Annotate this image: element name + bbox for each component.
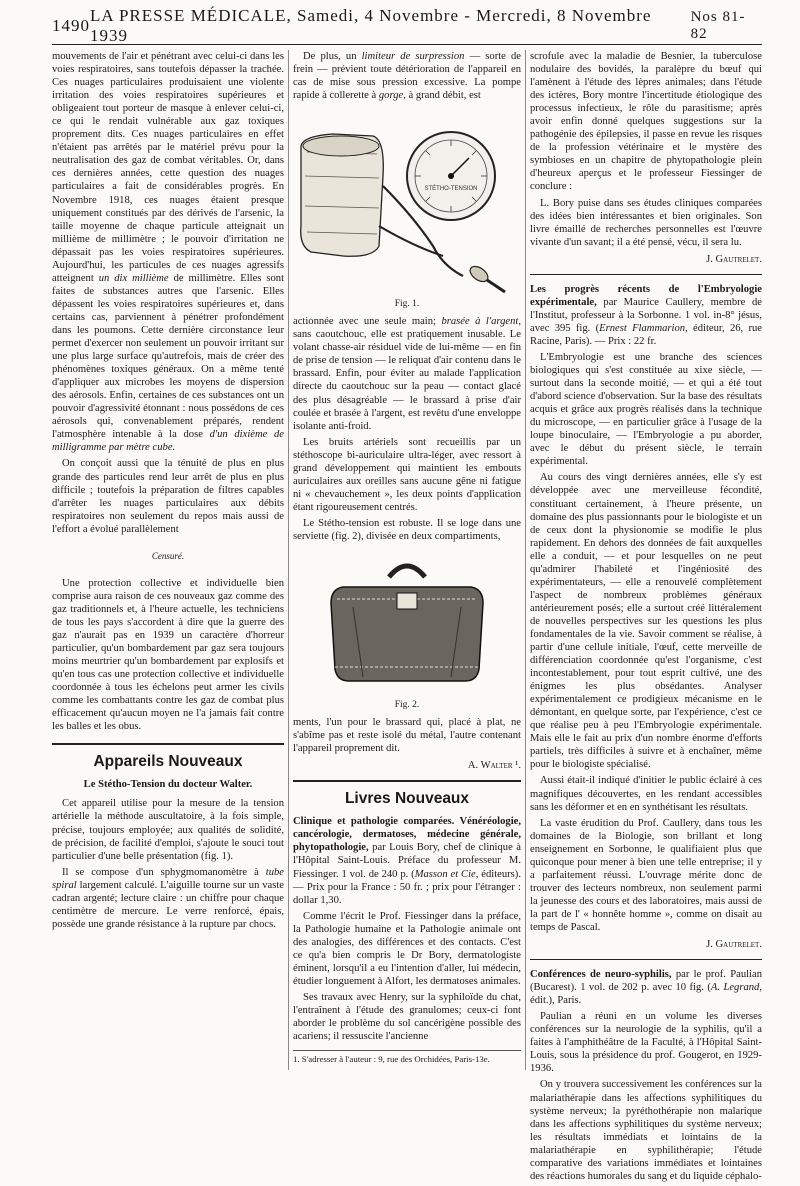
paragraph: On conçoit aussi que la ténuité de plus en plus grande des particules rend leur arrêt de plus en plus difficile ; toutefois la préparation de filtres capables d'arrêter les nuages particulaires aux débits respiratoires non seulement du repos mais aussi de l'effort a évolué parallèlement [52,458,284,535]
paragraph: La vaste érudition du Prof. Caullery, dans tous les domaines de la Biologie, son brillant et long enseignement en Sorbonne, le qualifiaient plus que quiconque pour mener à bien une telle entreprise; il y a parfaitement réussi. L'ouvrage mérite donc de trouver des lecteurs nombreux, non seulement parmi la jeunesse des cours et des laboratoires, mais aussi de la part de l' « honnête homme », comme on disait au temps de Pascal. [530,817,762,933]
briefcase-illustration [293,547,521,697]
review-heading: Conférences de neuro-syphilis, par le prof. Paulian (Bucarest). 1 vol. de 202 p. avec 10 fig. (A. Legrand, édit.), Paris. [530,969,762,1007]
paragraph: Paulian a réuni en un volume les diverses conférences sur la neurologie de la syphilis, qu'il a faites à l'amphithéâtre de la Faculté, à l'Hôpital Saint-Louis, sous la présidence du prof. Gougerot, en 1929-1936. [530,1011,762,1075]
article-title: Le Stétho-Tension du docteur Walter. [83,779,253,791]
figure-2-caption: Fig. 2. [394,700,420,711]
journal-title: LA PRESSE MÉDICALE, Samedi, 4 Novembre - Mercredi, 8 Novembre 1939 [90,6,652,45]
review-rule [530,274,762,275]
review-heading: Clinique et pathologie comparées. Vénéréologie, cancérologie, dermatoses, médecine générale, phytopathologie, par Louis Bory, chef de clinique à l'Hôpital Saint-Louis. Préface du professeur M. Fiessinger. 1 vol. de 240 p. (Masson et Cie, éditeurs). — Prix pour la France : 50 fr. ; prix pour l'étranger : dollar 1,30. [293,816,521,906]
column-3 [530,50,762,1186]
paragraph: Le Stétho-tension est robuste. Il se loge dans une serviette (fig. 2), divisée en deux compartiments, [293,517,521,542]
paragraph: actionnée avec une seule main; brasée à l'argent, sans caoutchouc, elle est pratiquement inusable. Le volant chasse-air résiduel vide de lui-même — en fin de prise de tension — le reliquat d'air contenu dans le brassard. Enfin, pour éviter au malade l'application directe du caoutchouc sur la peau — contact glacé des plus désagréable — le brassard à prise d'air coulée et brasée à l'argent, est revêtu d'une enveloppe isolante anti-froid. [293,316,522,432]
paragraph: Une protection collective et individuelle bien comprise aura raison de ces nouveaux gaz comme des gaz traditionnels et, à l'heure actuelle, les techniciens de tous les pays s'accordent à dire que la guerre des gaz n'aurait pas en 1939 un caractère d'horreur particulier, qu'un bombardement par gaz sera toujours moins meurtrier qu'un bombardement par explosifs et qu'en tous cas une protection collective et individuelle coordonnée à tous les échelons peut armer les civils comme les combattants contre les gaz de combat plus efficacement qu'aucun moyen ne l'a jamais fait contre les balles et les obus. [52,577,284,733]
paragraph: ments, l'un pour le brassard qui, placé à plat, ne s'abîme pas et reste isolé du métal, l'autre contenant l'appareil proprement dit. [293,717,521,755]
page-header [52,8,762,45]
review-heading: Les progrès récents de l'Embryologie expérimentale, par Maurice Caullery, membre de l'Institut, professeur à la Sorbonne. 1 vol. in-8° jésus, avec 395 fig. (Ernest Flammarion, éditeur, 26, rue Racine, Paris). — Prix : 22 fr. [530,283,763,347]
paragraph: Ses travaux avec Henry, sur la syphiloïde du chat, l'entraînent à l'étude des granulomes; ceux-ci font aborder le problème du sol cancérigène possible des acariens; il ressuscite l'ancienne [293,991,521,1043]
section-rule [52,743,284,745]
paragraph: Aussi était-il indiqué d'initier le public éclairé à ces magnifiques découvertes, en les rendant accessibles sans les déformer et en en synthétisant les résultats. [530,775,762,813]
dial-label: STÉTHO-TENSION [424,186,478,193]
issue-number: Nos 81-82 [690,9,746,42]
censored-note: Censuré. [151,550,185,561]
page-number: 1490 [52,16,90,35]
paragraph: L'Embryologie est une branche des sciences biologiques qui s'est constituée au xixe siècle, — surtout dans la seconde moitié, — et qui a été tout d'abord science d'observation. Sur la base des résultats acquis et grâce aux progrès réalisés dans la technique du microscope, — en particulier grâce à l'usage de la loupe binoculaire, — l'Embryologie a pu aborder, avec le début du présent siècle, le terrain expérimental. [530,351,762,468]
figure-1 [293,106,521,311]
section-title-livres: Livres Nouveaux [344,790,470,808]
paragraph: Comme l'écrit le Prof. Fiessinger dans la préface, la Pathologie humaine et la Pathologie animale ont des analogies, des différences et des contacts. C'est ce qu'a bien compris le Dr Bory, dermatologiste éminent, lorsqu'il a eu l'intention d'aller, lui médecin, étudier longuement à Alfort, les dermatoses animales. [293,910,521,987]
reviewer-signature: J. Gautrelet. [706,253,762,265]
paragraph: mouvements de l'air et pénétrant avec celui-ci dans les voies respiratoires, sans toutefois dépasser la trachée. Ces nuages particulaires produisaient une violente irritation des voies respiratoires supérieures et obligeaient tout porteur de masque à enlever celui-ci, ce qui le rendait vulnérable aux gaz toxiques proprement dits. Ces nuages particulaires en effet n'étaient pas arrêtés par le matériel prévu pour la neutralisation des gaz de combat véritables. Or, dans ces dernières années, cette question des nuages particulaires a fait de considérables progrès. En Novembre 1918, ces nuages étaient presque uniquement constitués par des dérivés de l'arsenic, la taille moyenne de chaque particule atteignait un millième de millimètre ; le pouvoir d'irritation ne dépassait pas les voies respiratoires supérieures. Aujourd'hui, les particules de ces nuages agressifs atteignent un dix millième de millimètre. Elles sont faites de substances autres que l'arsenic. Elles dépassent les voies respiratoires supérieures et, dans certains cas, parviennent à pénétrer profondément dans les poumons. Cette dernière circonstance leur permet d'exercer non seulement un pouvoir irritant sur une plus large surface qu'autrefois, mais de créer des phénomènes toxiques généraux. On a même tenté d'appliquer aux microbes les moyens de dispersion des aérosols. Enfin, certaines de ces substances ont un pouvoir d'agressivité étonnant : nous possédons de ces aérosols qui, convenablement préparés, rendent l'atmosphère intenable à la dose d'un dixième de milligramme par mètre cube. [52,51,285,454]
paragraph: Au cours des vingt dernières années, elle s'y est développée avec une merveilleuse fécondité, constituant certainement, à l'heure présente, un domaine des plus passionnants pour le biologiste et un de ceux dont la physionomie se modifie le plus rapidement. En dehors des données de fait auxquelles elle a conduit, — et pour lesquelles on ne peut qu'admirer l'habileté et l'ingéniosité des expérimentateurs, — elle a renouvelé complètement l'aspect de nombreux problèmes généraux antérieurement posés; elle a surtout créé littéralement de nouvelles perspectives sur les questions les plus fondamentales de la vie. Savoir comment se réalise, à partir d'une cellule initiale, l'œuf, cette merveille de différenciation coordonnée qu'est l'organisme, c'est incontestablement, pour tout esprit cultivé, une des énigmes les plus obsédantes. Analyser expérimentalement ce prodigieux mécanisme en le démontant, en quelque sorte, par l'expérience, c'est ce que réalise peu à peu l'Embryologie expérimentale. Mais elle le fait au prix d'un nombre énorme d'efforts partiels, très difficiles à suivre et à enchaîner, même pour le biologiste spécialisé. [530,472,762,771]
column-divider-1 [288,50,289,1070]
section-rule [293,780,521,782]
author-signature: A. Walter ¹. [467,760,521,772]
column-1 [52,50,284,934]
section-title-appareils: Appareils Nouveaux [93,753,243,771]
column-2 [293,50,521,1046]
paragraph: Les bruits artériels sont recueillis par un stéthoscope bi-auriculaire ultra-léger, avec ressort à grand développement qui maintient les embouts auriculaires aux oreilles sans aucune gêne ni fatigue ni « chevauchement », les deux points d'application étant rigoureusement centrés. [293,436,521,513]
sphygmomanometer-illustration [293,106,521,296]
paragraph: On y trouvera successivement les conférences sur la malariathérapie dans les affections syphilitiques du système nerveux; la pyréthothérapie non malarique dans les affections syphilitiques du système nerveux; les résultats immédiats et lointains de la malariathérapie en syphilithérapie; l'étude comparative des variations immédiates et lointaines des réactions humorales du sang et du liquide céphalo- [530,1079,762,1182]
footnote: 1. S'adresser à l'auteur : 9, rue des Orchidées, Paris-13e. [293,1050,521,1065]
paragraph: scrofule avec la maladie de Besnier, la tuberculose nodulaire des bovidés, la paralèpre du bœuf qui l'amènent à l'étude des lèpres animales; dans l'étude des ictères, Bory montre l'incertitude étiologique des processus infectieux, le rôle du parasitisme; après avoir enfin donné quelques suggestions sur la pathogénie des épilepsies, il passe en revue les risques de la profession vétérinaire et le mystère des symbioses en un chapitre de phytopathologie plein d'heureux aperçus et le professeur Fiessinger de conclure : [530,51,762,193]
column-divider-2 [525,50,526,1070]
review-rule [530,959,762,960]
figure-1-caption: Fig. 1. [394,299,420,310]
paragraph: Cet appareil utilise pour la mesure de la tension artérielle la méthode auscultatoire, à la fois simple, précise, toujours employée; aux qualités de solidité, de précision, de facilité d'emploi, s'ajoute le souci tout particulier d'une belle présentation (fig. 1). [52,798,284,862]
paragraph: Il se compose d'un sphygmomanomètre à tube spiral largement calculé. L'aiguille tourne sur un vaste cadran argenté; lecture claire : un chiffre pour chaque centimètre de mercure. Le verre renforcé, épais, possède une grande résistance à la rupture par chocs. [52,866,284,930]
figure-2 [293,547,521,712]
reviewer-signature: J. Gautrelet. [706,939,762,951]
paragraph: L. Bory puise dans ses études cliniques comparées des idées bien intéressantes et bien originales. Son livre émaillé de recherches personnelles est l'œuvre vivante d'un savant; il a été pensé, vécu, il sera lu. [530,197,762,248]
paragraph: De plus, un limiteur de surpression — sorte de frein — prévient toute détérioration de l'appareil en cas de mise sous pression excessive. La pompe rapide à collerette à gorge, à grand débit, est [293,51,521,102]
